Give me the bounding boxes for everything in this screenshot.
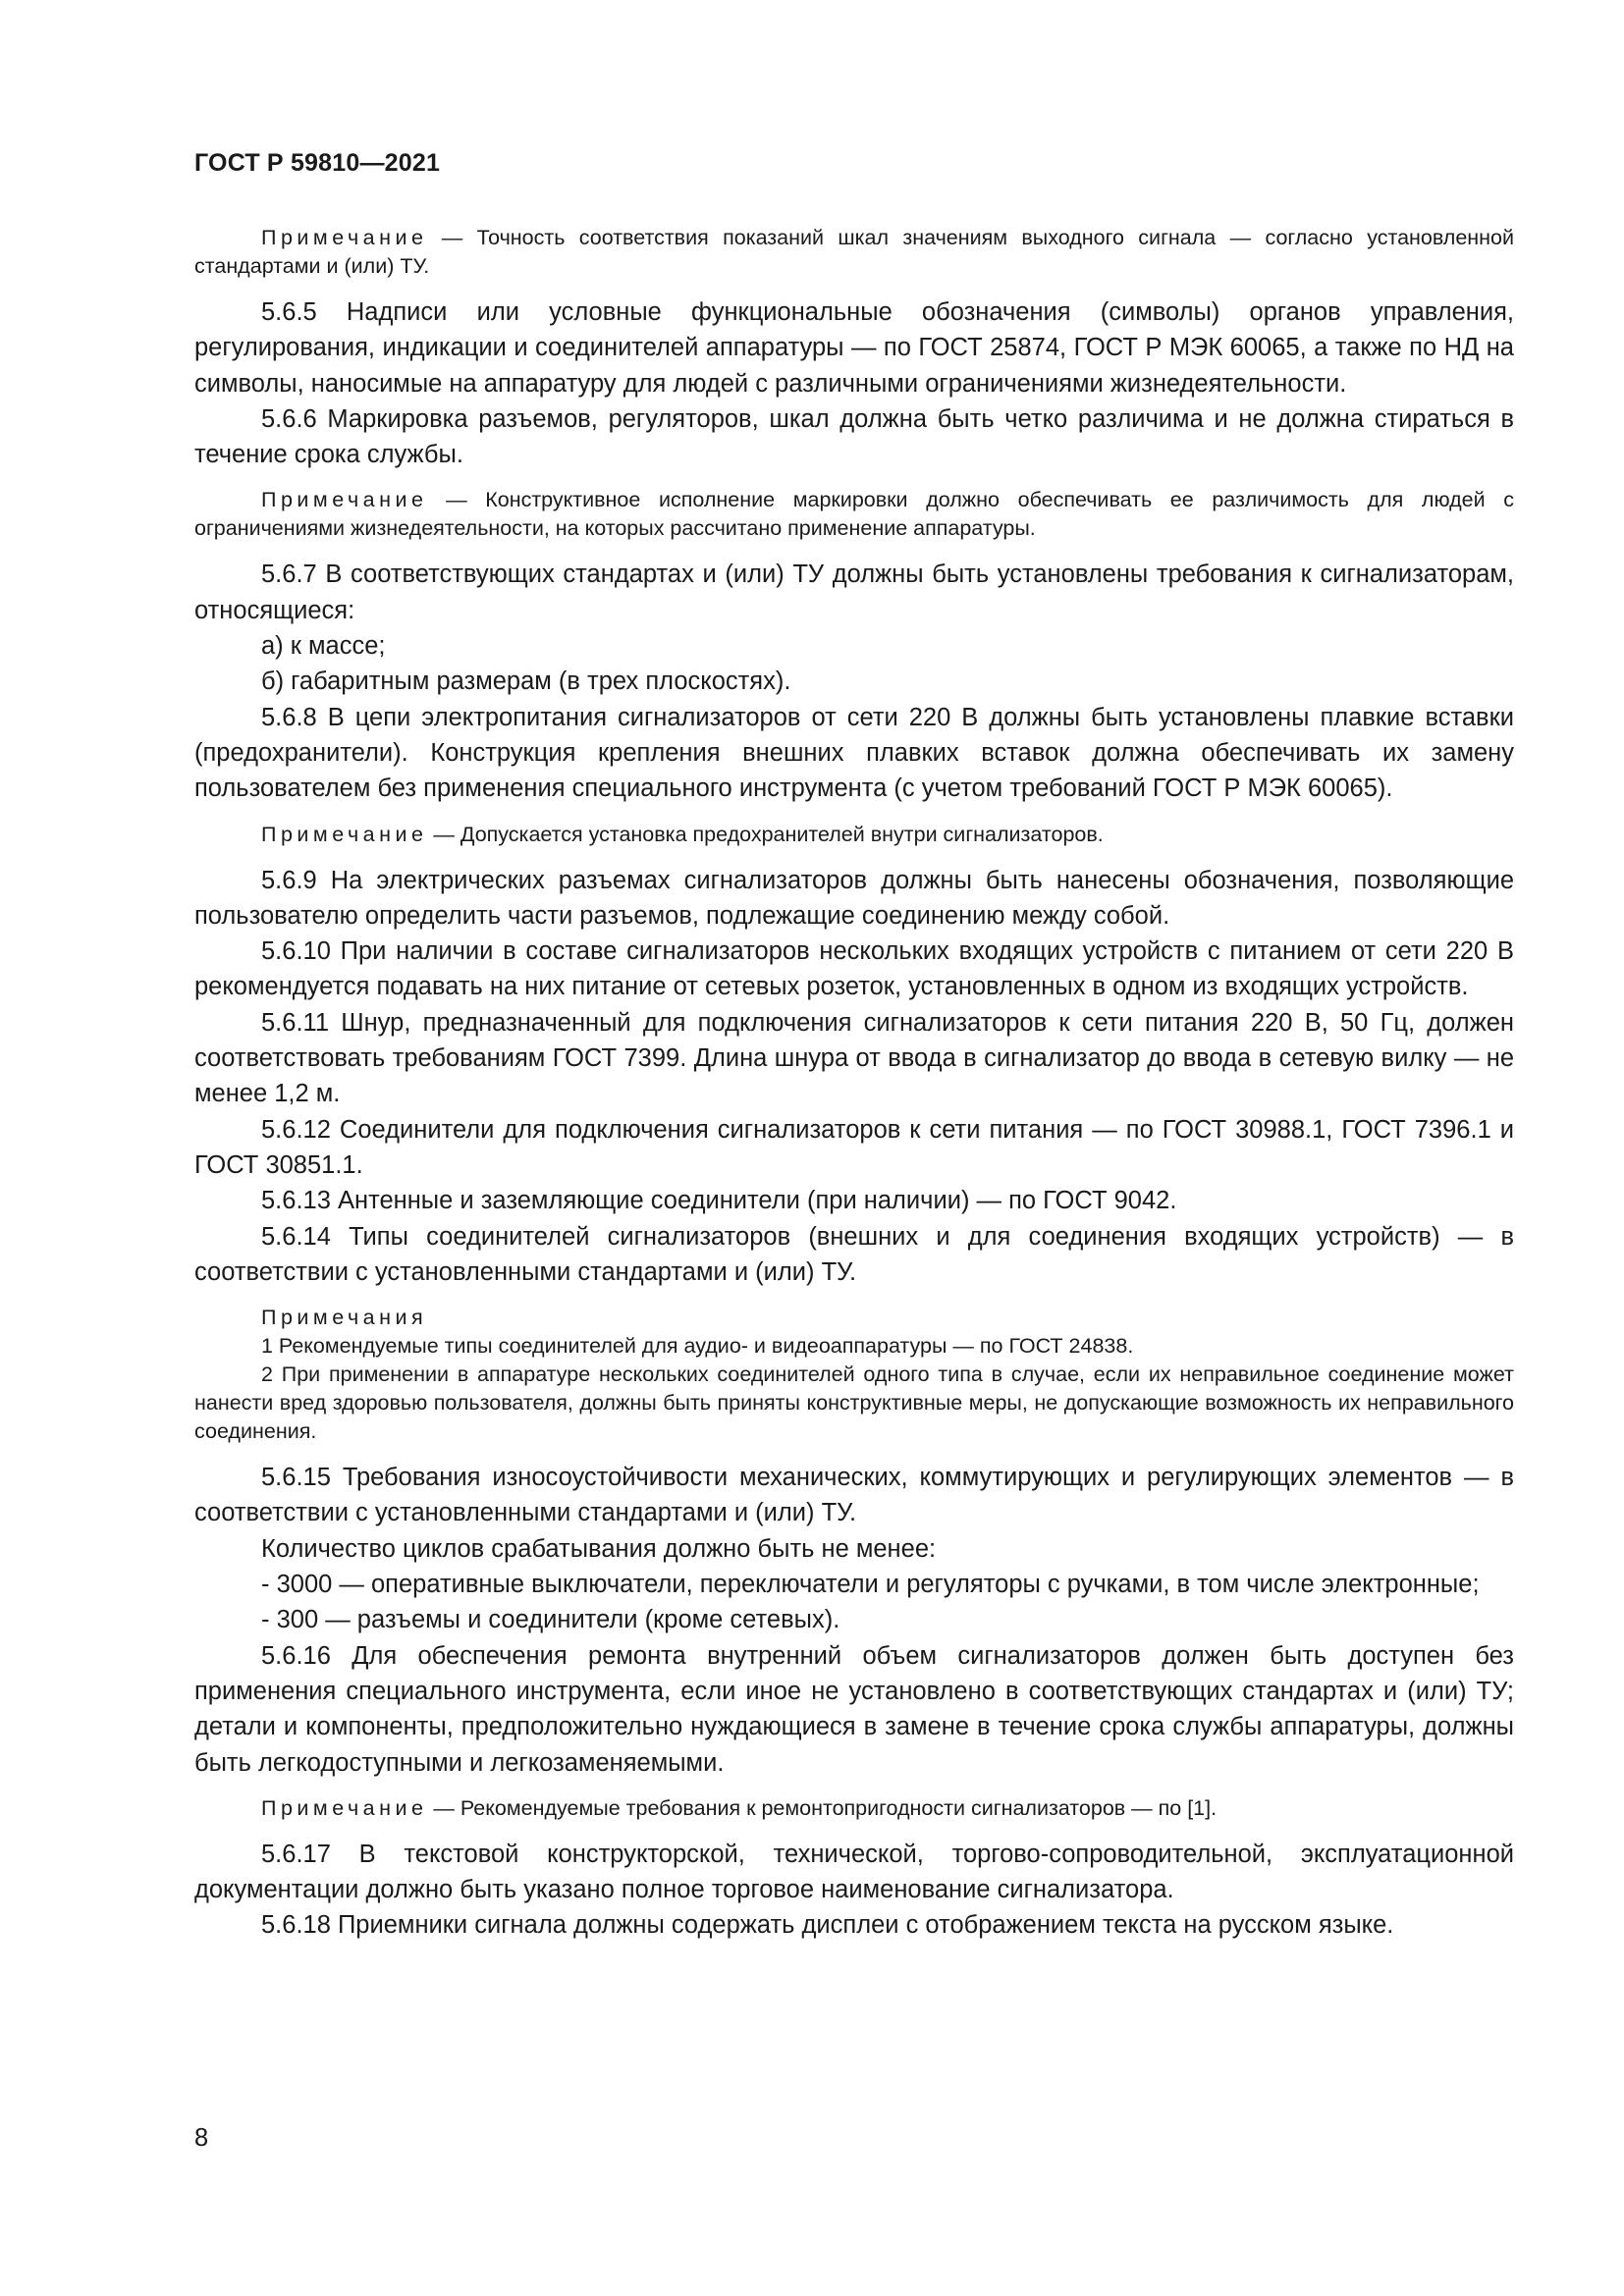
- note-text: — Точность соответствия показаний шкал значениям выходного сигнала — согласно установленной стандартами и (или) ТУ.: [194, 226, 1514, 278]
- clause-5-6-12: 5.6.12 Соединители для подключения сигнализаторов к сети питания — по ГОСТ 30988.1, ГОСТ 7396.1 и ГОСТ 30851.1.: [194, 1115, 1514, 1179]
- clause-5-6-15-item-1: - 3000 — оперативные выключатели, переключатели и регуляторы с ручками, в том числе электронные;: [261, 1571, 1480, 1599]
- notes-heading: Примечания: [261, 1306, 428, 1330]
- note-item-1: 1 Рекомендуемые типы соединителей для аудио- и видеоаппаратуры — по ГОСТ 24838.: [261, 1334, 1134, 1359]
- page-content: [194, 224, 1514, 1944]
- note-5-6-8: [194, 821, 1514, 849]
- note-item-2: 2 При применении в аппаратуре нескольких соединителей одного типа в случае, если их неправильное соединение может нанести вред здоровью пользователя, должны быть приняты конструктивные меры, не допускающие возможность их неправильного соединения.: [194, 1362, 1514, 1444]
- note-5-6-16: [194, 1794, 1514, 1823]
- clause-5-6-18: 5.6.18 Приемники сигнала должны содержать дисплеи с отображением текста на русском языке.: [261, 1911, 1394, 1940]
- clause-5-6-15-item-2: - 300 — разъемы и соединители (кроме сетевых).: [261, 1606, 840, 1634]
- clause-5-6-7-b: б) габаритным размерам (в трех плоскостях).: [261, 667, 791, 696]
- note-5-6-6: [194, 486, 1514, 543]
- note-5-6-4: [194, 224, 1514, 281]
- note-label: Примечание: [261, 1795, 428, 1820]
- clause-5-6-13: 5.6.13 Антенные и заземляющие соединители (при наличии) — по ГОСТ 9042.: [261, 1187, 1177, 1215]
- note-label: Примечание: [261, 822, 428, 846]
- note-label: Примечание: [261, 226, 428, 249]
- clause-5-6-14: 5.6.14 Типы соединителей сигнализаторов (внешних и для соединения входящих устройств) — в соответствии с установленными стандартами и (или) ТУ.: [194, 1222, 1514, 1286]
- clause-5-6-7: 5.6.7 В соответствующих стандартах и (или) ТУ должны быть установлены требования к сигнализаторам, относящиеся:: [194, 561, 1514, 624]
- clause-5-6-7-a: а) к массе;: [261, 632, 386, 661]
- clause-5-6-15-cycles: Количество циклов срабатывания должно быть не менее:: [261, 1534, 937, 1563]
- clause-5-6-15: 5.6.15 Требования износоустойчивости механических, коммутирующих и регулирующих элементов — в соответствии с установленными стандартами и (или) ТУ.: [194, 1464, 1514, 1527]
- clause-5-6-16: 5.6.16 Для обеспечения ремонта внутренний объем сигнализаторов должен быть доступен без применения специального инструмента, если иное не установлено в соответствующих стандартах и (или) ТУ; детали и компоненты, предположительно нуждающиеся в замене в течение срока службы аппаратуры, должны быть легкодоступными и легкозаменяемыми.: [194, 1641, 1514, 1777]
- clause-5-6-11: 5.6.11 Шнур, предназначенный для подключения сигнализаторов к сети питания 220 В, 50 Гц, должен соответствовать требованиям ГОСТ 7399. Длина шнура от ввода в сигнализатор до ввода в сетевую вилку — не менее 1,2 м.: [194, 1008, 1514, 1108]
- clause-5-6-9: 5.6.9 На электрических разъемах сигнализаторов должны быть нанесены обозначения, позволяющие пользователю определить части разъемов, подлежащие соединению между собой.: [194, 866, 1514, 930]
- note-text: — Конструктивное исполнение маркировки должно обеспечивать ее различимость для людей с ограничениями жизнедеятельности, на которых рассчитано применение аппаратуры.: [194, 488, 1514, 541]
- document-header: ГОСТ Р 59810—2021: [194, 149, 441, 177]
- clause-5-6-8: 5.6.8 В цепи электропитания сигнализаторов от сети 220 В должны быть установлены плавкие вставки (предохранители). Конструкция крепления внешних плавких вставок должна обеспечивать их замену пользователем без применения специального инструмента (с учетом требований ГОСТ Р МЭК 60065).: [194, 703, 1514, 803]
- note-text: — Допускается установка предохранителей внутри сигнализаторов.: [427, 822, 1104, 846]
- clause-5-6-6: 5.6.6 Маркировка разъемов, регуляторов, шкал должна быть четко различима и не должна стираться в течение срока службы.: [194, 404, 1514, 469]
- page-number: 8: [194, 2124, 209, 2152]
- clause-5-6-5: 5.6.5 Надписи или условные функциональные обозначения (символы) органов управления, регулирования, индикации и соединителей аппаратуры — по ГОСТ 25874, ГОСТ Р МЭК 60065, а также по НД на символы, наносимые на аппаратуру для людей с различными ограничениями жизнедеятельности.: [194, 298, 1514, 398]
- clause-5-6-17: 5.6.17 В текстовой конструкторской, технической, торгово-сопроводительной, эксплуатационной документации должно быть указано полное торговое наименование сигнализатора.: [194, 1840, 1514, 1904]
- note-text: — Рекомендуемые требования к ремонтопригодности сигнализаторов — по [1].: [427, 1795, 1218, 1820]
- note-label: Примечание: [261, 488, 428, 512]
- clause-5-6-10: 5.6.10 При наличии в составе сигнализаторов нескольких входящих устройств с питанием от сети 220 В рекомендуется подавать на них питание от сетевых розеток, установленных в одном из входящих устройств.: [194, 937, 1514, 1001]
